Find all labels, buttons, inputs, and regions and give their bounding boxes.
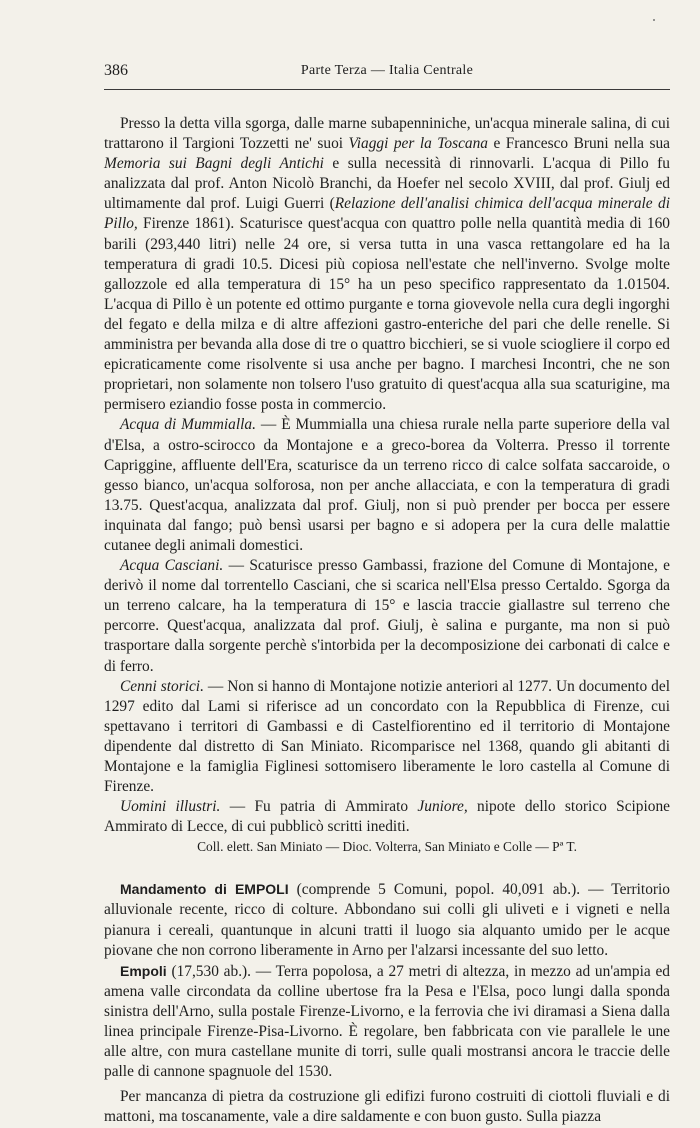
electoral-college-line: Coll. elett. San Miniato — Dioc. Volterra, San Miniato e Colle — Pª T. — [197, 839, 577, 855]
page-number: 386 — [104, 62, 128, 79]
paragraph-pillo-water: Presso la detta villa sgorga, dalle marne subapenniniche, un'acqua minerale salina, di cui trattarono il Targioni Tozzetti ne' suoi Viaggi per la Toscana e Francesco Bruni nella sua Memoria sui Bagni degli Antichi e sulla necessità di rinnovarli. L'acqua di Pillo fu analizzata dal prof. Anton Nicolò Branchi, da Hoefer nel secolo XVIII, dal prof. Giulj ed ultimamente dal prof. Luigi Guerri (Relazione dell'analisi chimica dell'acqua minerale di Pillo, Firenze 1861). Scaturisce quest'acqua con quattro polle nella quantità media di 160 barili (293,440 litri) nelle 24 ore, si versa tutta in una vasca rettangolare ed ha la temperatura di gradi 10.5. Dicesi più copiosa nell'estate che nell'inverno. Svolge molte gallozzole ed alla temperatura di 15° ha un peso specifico rappresentato da 1.01504. L'acqua di Pillo è un potente ed ottimo purgante e torna giovevole nella cura degli ingorghi del fegato e della milza e di altre affezioni gastro-enteriche del pari che delle renelle. Si amministra per bevanda alla dose di tre o quattro bicchieri, se si vuole sciogliere il corpo ed epicraticamente come risolvente si usa anche per bagno. I marchesi Incontri, che ne son proprietari, non solamente non tolsero l'uso gratuito di quest'acqua alla sua scaturigine, ma permisero eziandio fosse posta in commercio. — [104, 115, 671, 414]
paragraph-building-materials: Per mancanza di pietra da costruzione gli edifizi furono costruiti di ciottoli fluviali e di mattoni, ma toscanamente, vale a dire saldamente e con buon gusto. Sulla piazza — [104, 1088, 670, 1126]
paragraph-empoli: Empoli (17,530 ab.). — Terra popolosa, a 27 metri di altezza, in mezzo ad un'ampia ed amena valle circondata da colline ubertose fra la Pesa e l'Elsa, poco lungi dalla sponda sinistra dell'Arno, sulla postale Firenze-Livorno, e la ferrovia che ivi diramasi a Siena dalla linea principale Firenze-Pisa-Livorno. È regolare, ben fabbricata con vie parallele le une alle altre, con mura castellane munite di torri, sulle quali mostransi ancora le traccie delle palle di cannone spagnuole del 1530. — [104, 962, 670, 1081]
paragraph-mandamento-empoli: Mandamento di EMPOLI (comprende 5 Comuni, popol. 40,091 ab.). — Territorio alluvionale recente, ricco di colture. Abbondano sui colli gli uliveti e i vigneti e nella pianura i cereali, quantunque in alcuni tratti il luogo sia alquanto umido per le acque piovane che non corrono liberamente in Arno per l'alzarsi incessante del suo letto. — [104, 881, 670, 959]
paragraph-history: Cenni storici. — Non si hanno di Montajone notizie anteriori al 1277. Un documento del 1297 edito dal Lami si riferisce ad un concordato con la Repubblica di Firenze, cui spettavano i territori di Gambassi e di Castelfiorentino ed il territorio di Montajone dipendente dal distretto di San Miniato. Ricomparisce nel 1368, quando gli abitanti di Montajone e la famiglia Figlinesi sottomisero liberamente le loro castella al Comune di Firenze. — [104, 677, 670, 796]
body-text — [104, 114, 670, 1128]
scan-speck — [653, 19, 655, 21]
page-header — [104, 62, 670, 86]
section-gap — [104, 857, 670, 879]
header-rule — [104, 89, 670, 90]
paragraph-mummialla: Acqua di Mummialla. — È Mummialla una chiesa rurale nella parte superiore della val d'Elsa, a ostro-scirocco da Montajone e a greco-borea da Volterra. Presso il torrente Capriggine, affluente dell'Era, scaturisce da un terreno ricco di calce solfata saccaroide, o gesso bianco, un'acqua solforosa, non per anche allacciata, e con la temperatura di gradi 13.75. Quest'acqua, analizzata dal prof. Giulj, non si può prender per bocca per essere inquinata dal fango; può bensì usarsi per bagno e si adopera per la cura delle malattie cutanee degli animali domestici. — [104, 416, 671, 554]
running-title: Parte Terza — Italia Centrale — [300, 63, 474, 78]
paragraph-illustrious-men: Uomini illustri. — Fu patria di Ammirato Juniore, nipote dello storico Scipione Ammirato di Lecce, di cui pubblicò scritti inediti. — [104, 798, 671, 836]
paragraph-casciani: Acqua Casciani. — Scaturisce presso Gambassi, frazione del Comune di Montajone, e derivò il nome dal torrentello Casciani, che si scarica nell'Elsa presso Certaldo. Sgorga da un terreno calcare, ha la temperatura di 15° e lascia traccie giallastre sul terreno che percorre. Quest'acqua, analizzata dal prof. Giulj, è salina e purgante, ma non si può trasportare dalla sorgente perchè s'intorbida per la decomposizione dei carbonati di calce e di ferro. — [104, 557, 670, 675]
